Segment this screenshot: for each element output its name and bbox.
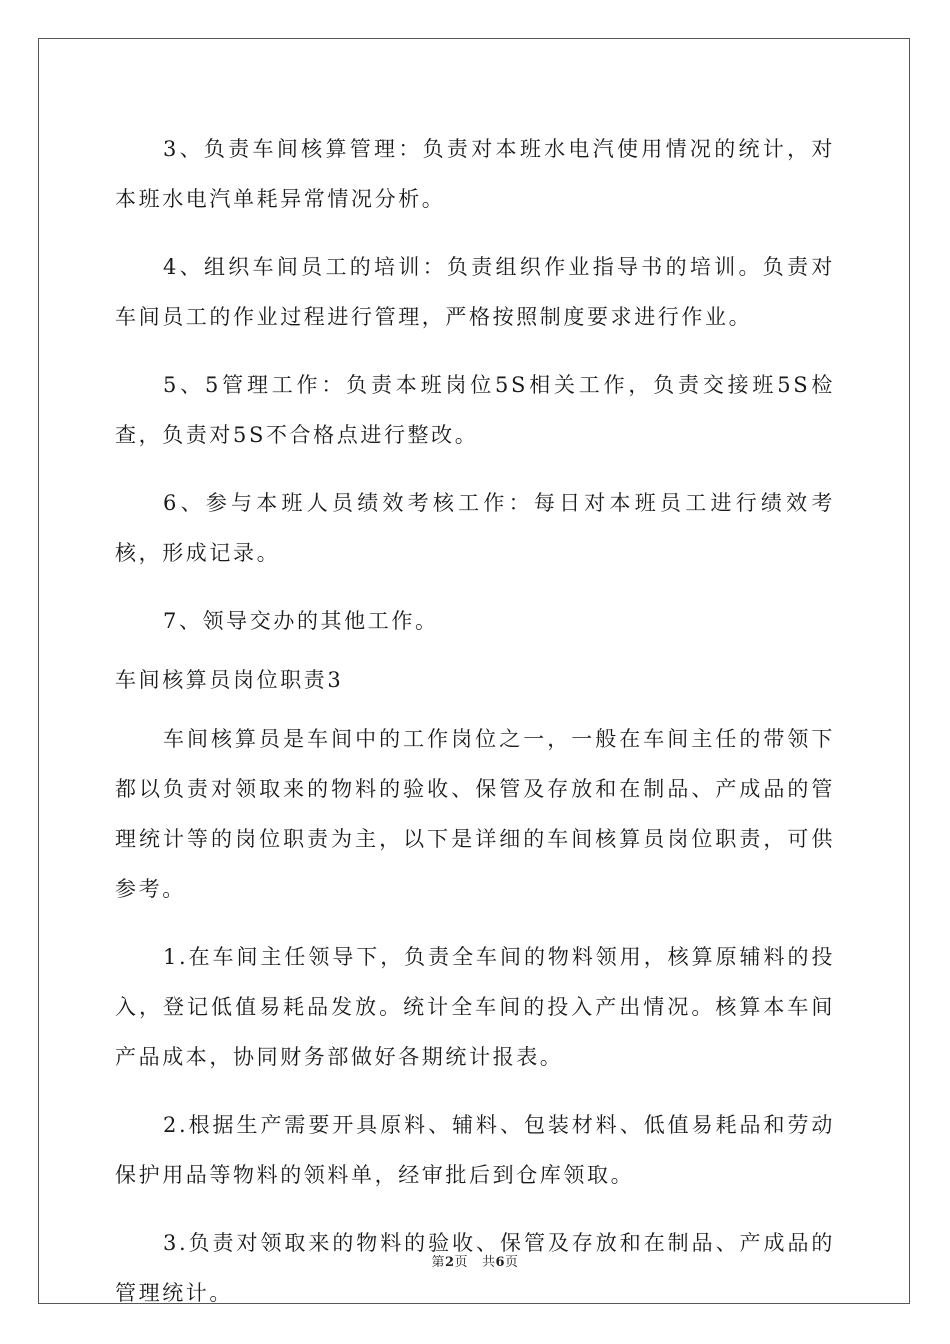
duty-item-1: 1.在车间主任领导下，负责全车间的物料领用，核算原辅料的投入，登记低值易耗品发放。统计全车间的投入产出情况。核算本车间产品成本，协同财务部做好各期统计报表。 (115, 945, 835, 1069)
duty-item-3: 3.负责对领取来的物料的验收、保管及存放和在制品、产成品的管理统计。 (115, 1231, 835, 1305)
total-pages: 6 (495, 1255, 506, 1270)
page-suffix: 页 (454, 1255, 469, 1270)
paragraph-item-6: 6、参与本班人员绩效考核工作：每日对本班员工进行绩效考核，形成记录。 (115, 491, 835, 565)
paragraph-item-5: 5、5管理工作：负责本班岗位5S相关工作，负责交接班5S检查，负责对5S不合格点进行整改。 (115, 373, 835, 447)
page-prefix: 第 (431, 1255, 445, 1270)
duty-item-2: 2.根据生产需要开具原料、辅料、包装材料、低值易耗品和劳动保护用品等物料的领料单，经审批后到仓库领取。 (115, 1113, 835, 1187)
paragraph-item-3: 3、负责车间核算管理：负责对本班水电汽使用情况的统计，对本班水电汽单耗异常情况分析。 (115, 137, 835, 211)
total-suffix: 页 (505, 1255, 519, 1270)
section-intro-paragraph: 车间核算员是车间中的工作岗位之一，一般在车间主任的带领下都以负责对领取来的物料的验收、保管及存放和在制品、产成品的管理统计等的岗位职责为主，以下是详细的车间核算员岗位职责，可供参考。 (115, 727, 835, 901)
page-number: 2 (444, 1255, 455, 1270)
paragraph-item-4: 4、组织车间员工的培训：负责组织作业指导书的培训。负责对车间员工的作业过程进行管理，严格按照制度要求进行作业。 (115, 255, 835, 329)
paragraph-item-7: 7、领导交办的其他工作。 (163, 609, 439, 633)
document-body (115, 124, 835, 1336)
section-heading: 车间核算员岗位职责3 (115, 668, 344, 692)
page-footer (0, 1251, 950, 1270)
total-prefix: 共 (481, 1255, 496, 1270)
